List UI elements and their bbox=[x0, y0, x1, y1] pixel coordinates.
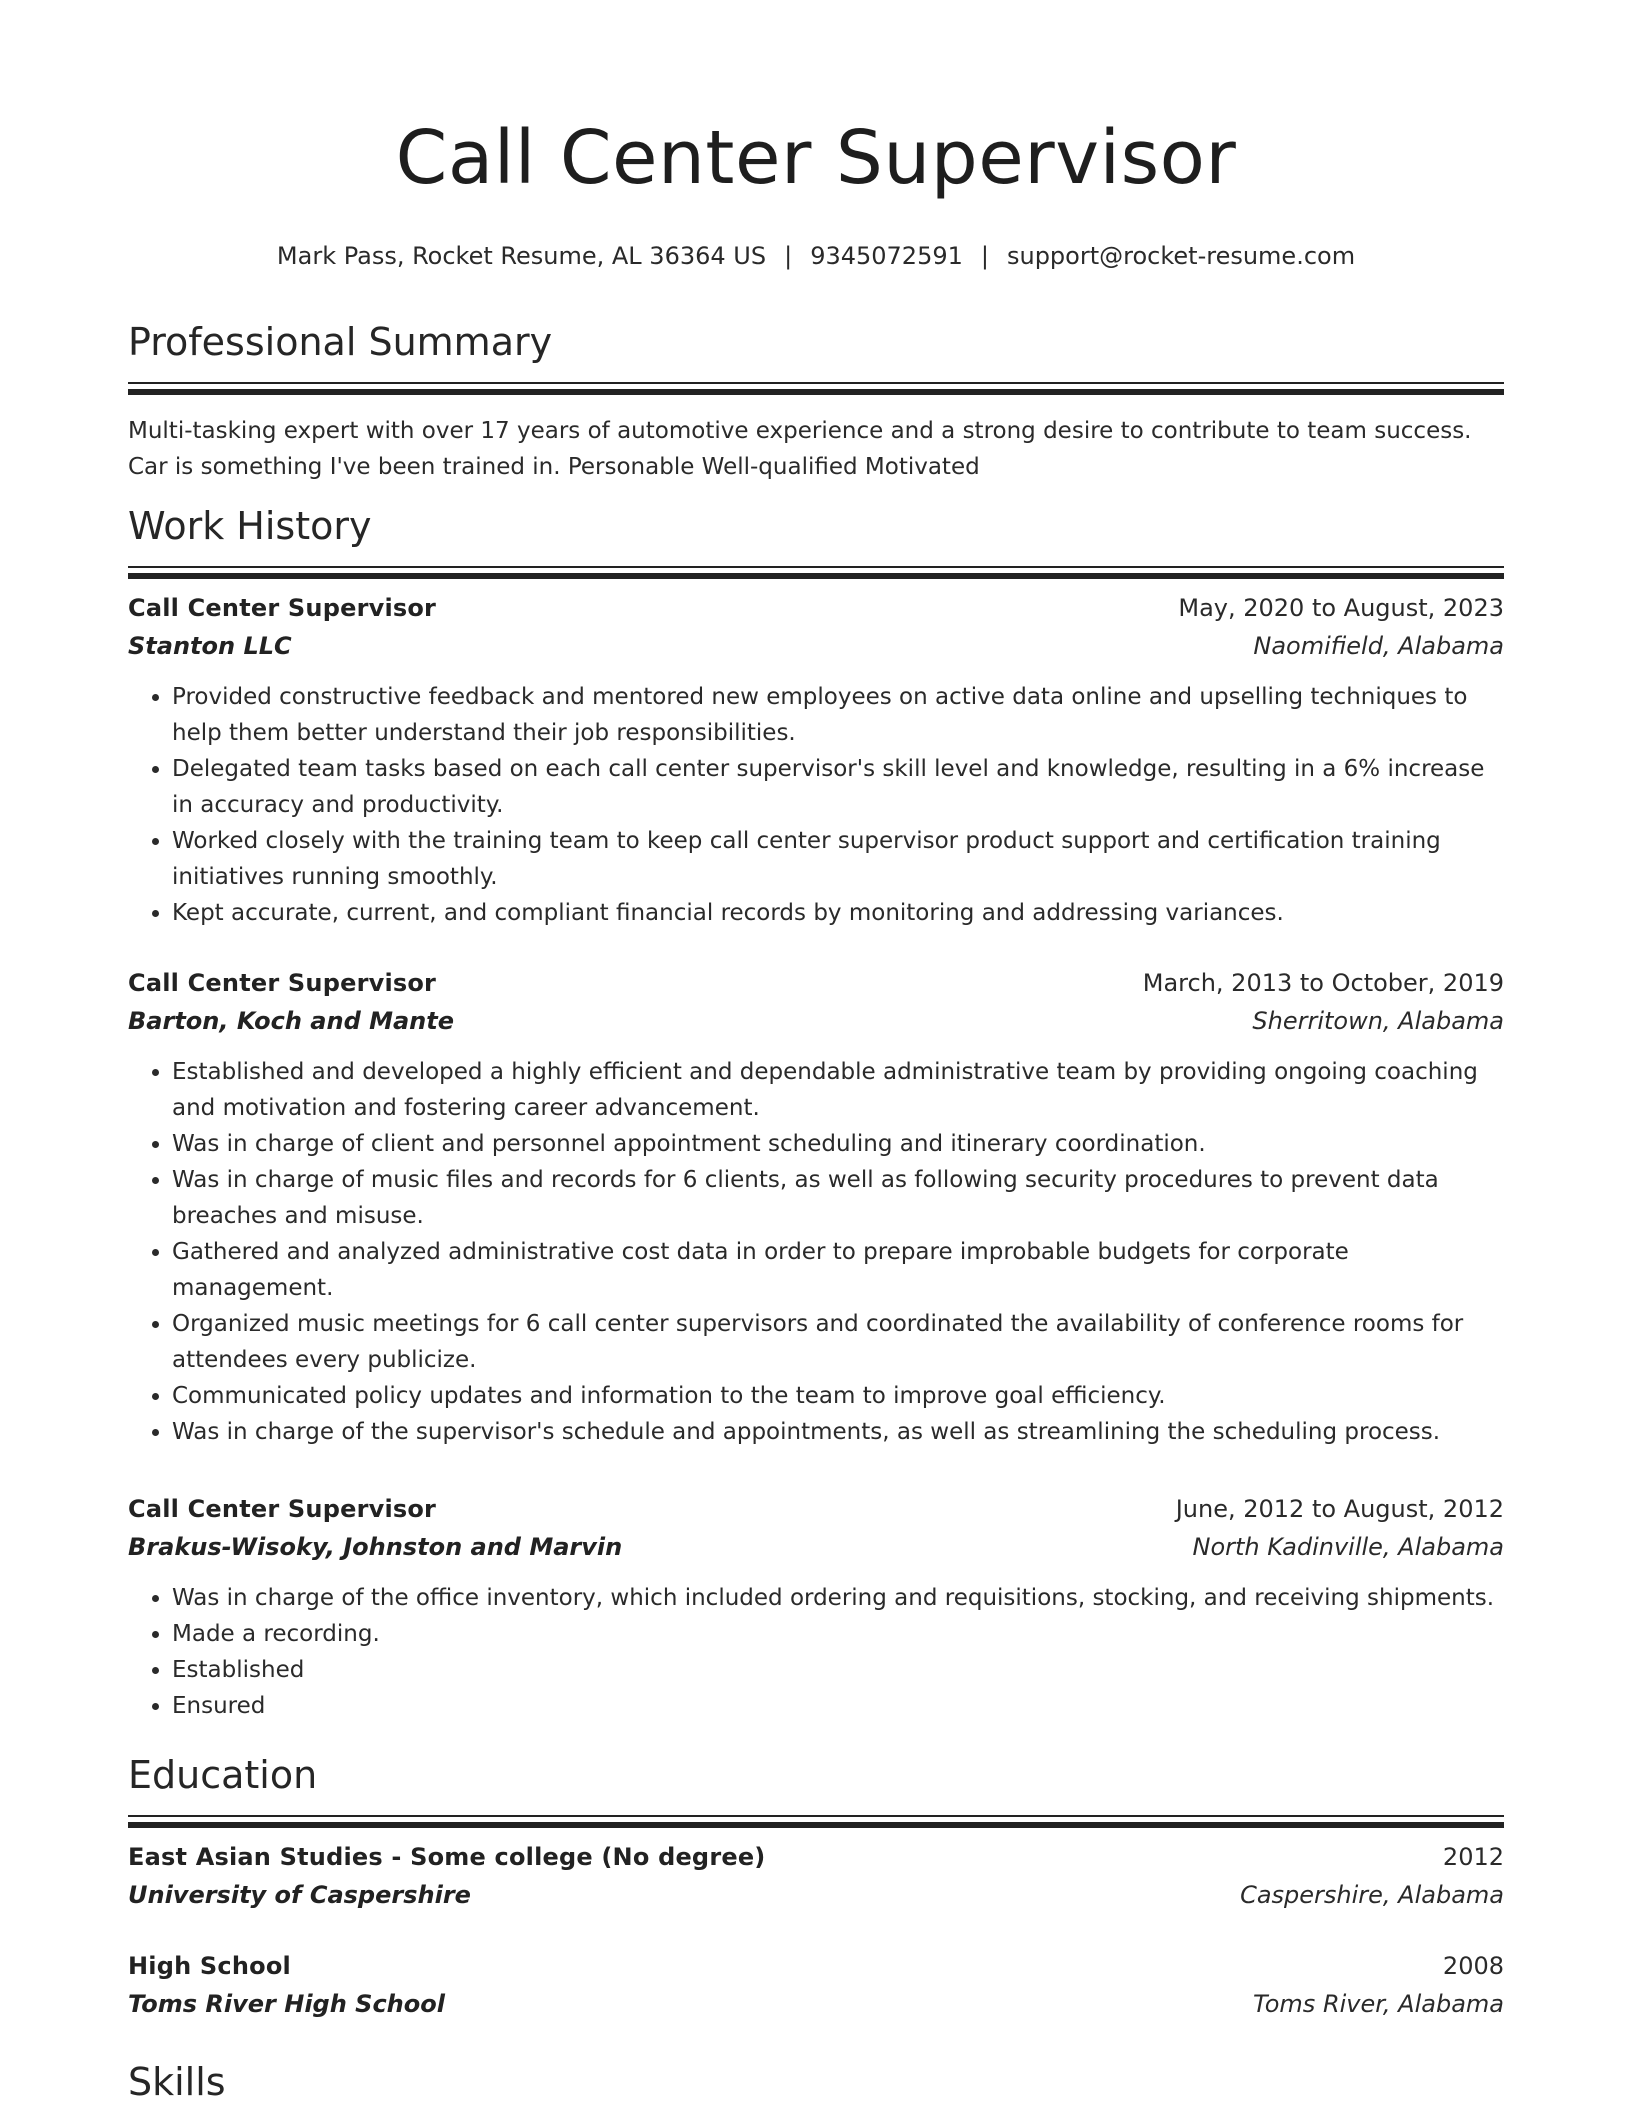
job-entry bbox=[128, 589, 1504, 931]
job-bullets bbox=[128, 1054, 1504, 1450]
education-year: 2012 bbox=[1442, 1843, 1504, 1871]
job-location: North Kadinville, Alabama bbox=[1192, 1533, 1504, 1561]
job-bullets bbox=[128, 1580, 1504, 1724]
job-bullet: • Made a recording. bbox=[172, 1616, 1504, 1652]
job-company-row bbox=[128, 1528, 1504, 1566]
education-school: University of Caspershire bbox=[128, 1881, 471, 1909]
education-school-row bbox=[128, 1985, 1504, 2023]
education-location: Toms River, Alabama bbox=[1253, 1990, 1504, 2018]
resume-title: Call Center Supervisor bbox=[395, 115, 1237, 201]
contact-separator: | bbox=[784, 242, 793, 270]
job-header-row bbox=[128, 964, 1504, 1002]
education-year: 2008 bbox=[1442, 1952, 1504, 1980]
education-school: Toms River High School bbox=[128, 1990, 445, 2018]
summary-heading: Professional Summary bbox=[128, 320, 553, 364]
job-bullet: • Kept accurate, current, and compliant financial records by monitoring and addressing variances. bbox=[172, 895, 1504, 931]
skills-heading: Skills bbox=[128, 2060, 226, 2104]
job-dates: June, 2012 to August, 2012 bbox=[1175, 1495, 1504, 1523]
work-history-section bbox=[128, 502, 1504, 579]
education-school-row bbox=[128, 1876, 1504, 1914]
contact-email[interactable]: support@rocket-resume.com bbox=[1006, 242, 1356, 270]
section-divider bbox=[128, 566, 1504, 579]
contact-separator: | bbox=[980, 242, 989, 270]
job-bullet: • Was in charge of the supervisor's schedule and appointments, as well as streamlining the scheduling process. bbox=[172, 1414, 1504, 1450]
job-bullet: • Ensured bbox=[172, 1688, 1504, 1724]
job-company-row bbox=[128, 627, 1504, 665]
education-heading: Education bbox=[128, 1753, 318, 1797]
job-bullet: • Organized music meetings for 6 call center supervisors and coordinated the availability of conference rooms for attendees every publicize. bbox=[172, 1306, 1504, 1378]
job-bullet: • Communicated policy updates and information to the team to improve goal efficiency. bbox=[172, 1378, 1504, 1414]
education-degree: East Asian Studies - Some college (No degree) bbox=[128, 1843, 766, 1871]
job-company: Barton, Koch and Mante bbox=[128, 1007, 455, 1035]
job-header-row bbox=[128, 589, 1504, 627]
skills-section bbox=[128, 2058, 1504, 2106]
job-bullet: • Worked closely with the training team to keep call center supervisor product support and certification training initiatives running smoothly. bbox=[172, 823, 1504, 895]
summary-text: Multi-tasking expert with over 17 years of automotive experience and a strong desire to contribute to team success. Car is something I've been trained in. Personable Well-qualified Motivated bbox=[128, 418, 1472, 480]
contact-line bbox=[128, 240, 1504, 272]
education-entry bbox=[128, 1947, 1504, 2023]
job-title: Call Center Supervisor bbox=[128, 594, 437, 622]
education-location: Caspershire, Alabama bbox=[1240, 1881, 1504, 1909]
job-bullet: • Was in charge of music files and records for 6 clients, as well as following security procedures to prevent data breaches and misuse. bbox=[172, 1162, 1504, 1234]
job-bullet: • Established and developed a highly efficient and dependable administrative team by providing ongoing coaching and motivation and fostering career advancement. bbox=[172, 1054, 1504, 1126]
education-header-row bbox=[128, 1838, 1504, 1876]
job-entry bbox=[128, 964, 1504, 1450]
section-divider bbox=[128, 382, 1504, 395]
job-title: Call Center Supervisor bbox=[128, 969, 437, 997]
work-history-heading: Work History bbox=[128, 504, 372, 548]
job-dates: May, 2020 to August, 2023 bbox=[1178, 594, 1504, 622]
job-header-row bbox=[128, 1490, 1504, 1528]
contact-address: Mark Pass, Rocket Resume, AL 36364 US bbox=[276, 242, 767, 270]
section-divider bbox=[128, 1815, 1504, 1828]
job-bullet: • Gathered and analyzed administrative cost data in order to prepare improbable budgets for corporate management. bbox=[172, 1234, 1504, 1306]
job-title: Call Center Supervisor bbox=[128, 1495, 437, 1523]
job-bullets bbox=[128, 679, 1504, 931]
job-location: Naomifield, Alabama bbox=[1253, 632, 1504, 660]
education-entry bbox=[128, 1838, 1504, 1914]
contact-phone: 9345072591 bbox=[810, 242, 963, 270]
job-bullet: • Provided constructive feedback and mentored new employees on active data online and upselling techniques to help them better understand their job responsibilities. bbox=[172, 679, 1504, 751]
education-section bbox=[128, 1751, 1504, 1828]
job-dates: March, 2013 to October, 2019 bbox=[1142, 969, 1504, 997]
education-header-row bbox=[128, 1947, 1504, 1985]
job-bullet: • Was in charge of the office inventory, which included ordering and requisitions, stocking, and receiving shipments. bbox=[172, 1580, 1504, 1616]
job-bullet: • Delegated team tasks based on each call center supervisor's skill level and knowledge, resulting in a 6% increase in accuracy and productivity. bbox=[172, 751, 1504, 823]
job-entry bbox=[128, 1490, 1504, 1724]
summary-section bbox=[128, 318, 1504, 485]
education-degree: High School bbox=[128, 1952, 291, 1980]
job-bullet: • Was in charge of client and personnel appointment scheduling and itinerary coordination. bbox=[172, 1126, 1504, 1162]
job-location: Sherritown, Alabama bbox=[1252, 1007, 1504, 1035]
job-company-row bbox=[128, 1002, 1504, 1040]
job-bullet: • Established bbox=[172, 1652, 1504, 1688]
job-company: Stanton LLC bbox=[128, 632, 292, 660]
job-company: Brakus-Wisoky, Johnston and Marvin bbox=[128, 1533, 623, 1561]
